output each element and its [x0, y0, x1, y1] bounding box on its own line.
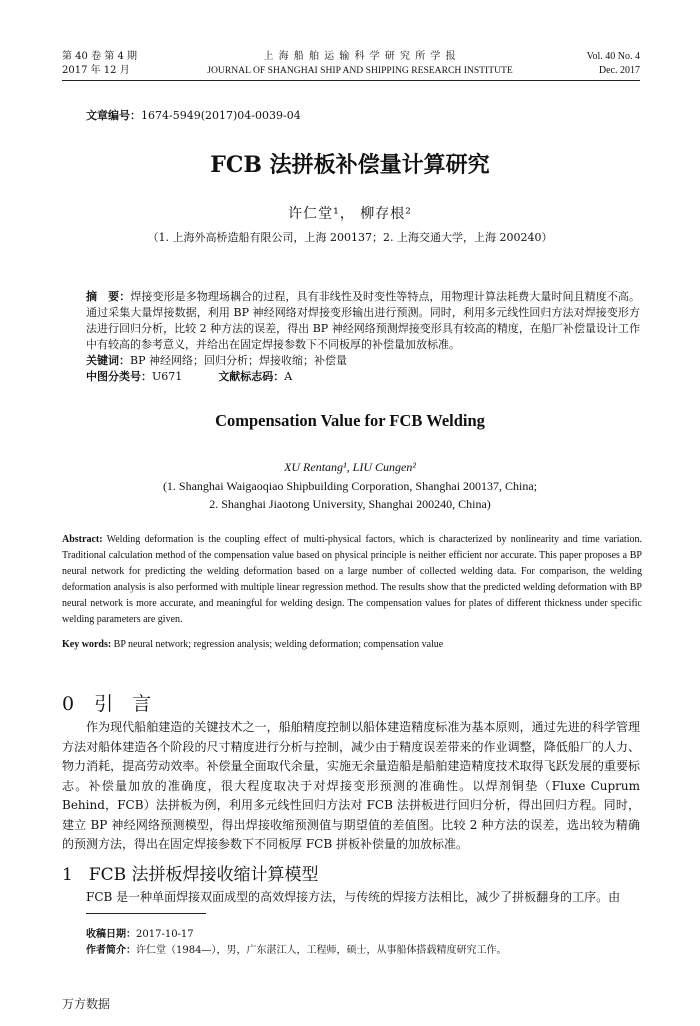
authors-en: XU Rentang¹, LIU Cungen²: [284, 460, 416, 474]
footnote-author: [86, 941, 506, 956]
section-1-title: FCB 法拼板焊接收缩计算模型: [88, 865, 319, 885]
document-code-value: A: [284, 370, 293, 383]
article-number-label: 文章编号：: [86, 109, 141, 122]
abstract-en-text: Welding deformation is the coupling effect of multi-physical factors, which is characterized by nonlinearity and time variation. Traditional calculation method of the compensation value based on physical principle is neither efficient nor accurate. This paper proposes a BP neural network for predicting the welding deformation based on a large number of collected welding data. For comparison, the welding deformation analysis is also performed with multiple linear regression method. The results show that the predicted welding deformation with BP neural network is more accurate, and meaningful for welding design. The compensation values for plates of different thickness under specific welding parameters are given.: [62, 534, 642, 625]
affiliations-en-2: 2. Shanghai Jiaotong University, Shanghai 200240, China): [209, 497, 491, 511]
author-bio-value: 许仁堂（1984—），男，广东湛江人，工程师，硕士，从事船体搭载精度研究工作。: [136, 945, 507, 956]
section-0-number: 0: [62, 693, 75, 715]
keywords-zh-text: BP 神经网络；回归分析；焊接收缩；补偿量: [130, 354, 347, 367]
keywords-zh: [86, 353, 640, 369]
abstract-zh-label: 摘 要：: [86, 290, 131, 303]
author-bio-label: 作者简介：: [86, 945, 136, 956]
keywords-en-text: BP neural network; regression analysis; welding deformation; compensation value: [111, 639, 444, 650]
document-code-label: 文献标志码：: [218, 370, 285, 383]
classification-label: 中图分类号：: [86, 370, 152, 383]
article-number-value: 1674-5949(2017)04-0039-04: [141, 109, 301, 122]
watermark: 万方数据: [62, 997, 111, 1011]
header-rule: [62, 80, 640, 81]
abstract-en-label: Abstract:: [62, 534, 103, 545]
abstract-zh-text: 焊接变形是多物理场耦合的过程，具有非线性及时变性等特点，用物理计算法耗费大量时间且精度不高。通过采集大量焊接数据，利用 BP 神经网络对焊接变形输出进行预测。同时，利用多元线性回归方法对焊接变形方法进行回归分析，比较 2 种方法的误差，得出 BP 神经网络预测焊接变形具有较高的精度，在船厂补偿量设计工作中有较高的参考意义，并给出在固定焊接参数下不同板厚的补偿量加放标准。: [86, 290, 640, 351]
header-volume-zh: 第 40 卷 第 4 期: [62, 51, 137, 62]
header-date-zh: 2017 年 12 月: [62, 65, 130, 76]
header-journal-zh: 上 海 船 舶 运 输 科 学 研 究 所 学 报: [263, 51, 457, 62]
header-date-en: Dec. 2017: [598, 65, 640, 76]
affiliations-en-1: (1. Shanghai Waigaoqiao Shipbuilding Corporation, Shanghai 200137, China;: [162, 479, 538, 493]
abstract-en: [62, 532, 642, 628]
received-label: 收稿日期：: [86, 929, 136, 940]
section-0-heading: [62, 689, 151, 716]
keywords-en: [62, 637, 642, 653]
section-1-number: 1: [62, 865, 73, 885]
section-1-heading: [62, 860, 319, 885]
affiliations-zh: （1. 上海外高桥造船有限公司，上海 200137；2. 上海交通大学，上海 200240）: [147, 231, 553, 244]
header-journal-en: JOURNAL OF SHANGHAI SHIP AND SHIPPING RESEARCH INSTITUTE: [207, 65, 513, 76]
title-zh: FCB 法拼板补偿量计算研究: [210, 152, 490, 178]
received-value: 2017-10-17: [136, 929, 194, 940]
footnote-rule: [86, 913, 206, 914]
section-0-paragraph: 作为现代船舶建造的关键技术之一，船舶精度控制以船体建造精度标准为基本原则，通过先进的科学管理方法对船体建造各个阶段的尺寸精度进行分析与控制，减少由于精度误差带来的作业调整，降低船厂的人力、物力消耗，提高劳动效率。补偿量全面取代余量，实施无余量造船是船舶建造精度技术取得飞跃发展的重要标志。补偿量加放的准确度，很大程度取决于对焊接变形预测的准确性。以焊剂铜垫（Fluxe Cuprum Behind，FCB）法拼板为例，利用多元线性回归方法对 FCB 法拼板进行回归分析，得出回归方程。同时，建立 BP 神经网络预测模型，得出焊接收缩预测值与期望值的差值图。比较 2 种方法的误差，选出较为精确的预测方法，得出在固定焊接参数下不同板厚 FCB 拼板补偿量的加放标准。: [62, 720, 640, 851]
section-0-title: 引 言: [94, 693, 152, 715]
section-1-paragraph: FCB 是一种单面焊接双面成型的高效焊接方法，与传统的焊接方法相比，减少了拼板翻身的工序。由: [86, 890, 621, 904]
classification: [86, 369, 640, 385]
keywords-en-label: Key words:: [62, 639, 112, 650]
footnote-received: [86, 925, 194, 940]
abstract-zh: [86, 289, 640, 353]
classification-value: U671: [152, 370, 183, 383]
authors-zh: 许仁堂¹， 柳存根²: [288, 206, 412, 222]
article-number: [86, 107, 301, 123]
header-volume-en: Vol. 40 No. 4: [586, 51, 640, 62]
title-en: Compensation Value for FCB Welding: [215, 411, 485, 430]
keywords-zh-label: 关键词：: [86, 354, 130, 367]
